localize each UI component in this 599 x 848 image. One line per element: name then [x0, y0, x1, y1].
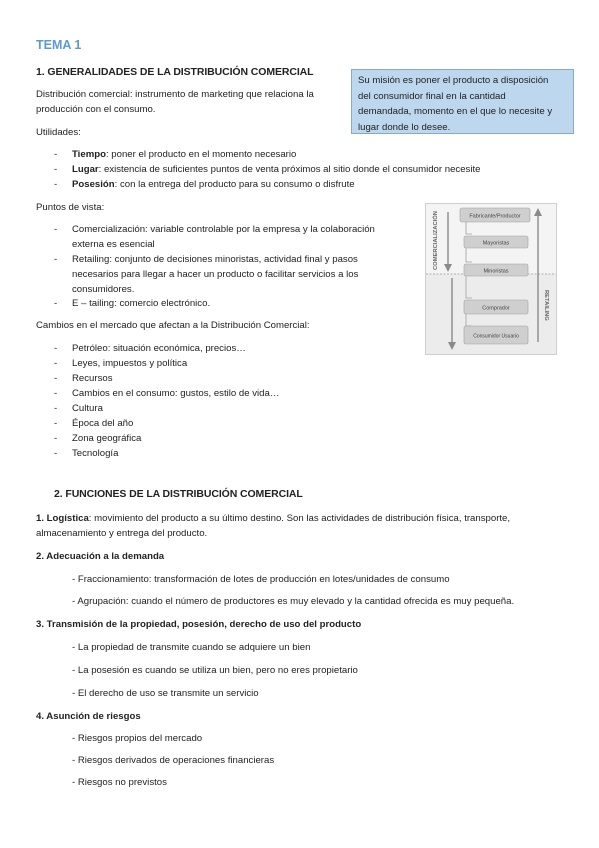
box-label: Mayoristas: [482, 240, 510, 247]
funcion-4-title: 4. Asunción de riesgos: [36, 711, 141, 722]
funcion-4-item: - Riesgos derivados de operaciones financieras: [72, 755, 275, 766]
box-label: Fabricante/Productor: [469, 213, 521, 220]
funcion-1-cont: almacenamiento y entrega del producto.: [36, 528, 208, 539]
box-comprador: [464, 300, 528, 314]
cambio-text: Recursos: [72, 373, 113, 384]
label-retailing: RETAILING: [543, 290, 549, 321]
distribution-channel-figure: [425, 203, 557, 355]
bullet-dash: -: [54, 358, 58, 369]
funcion-2-item: - Fraccionamiento: transformación de lotes de producción en lotes/unidades de consumo: [72, 574, 450, 585]
bullet-dash: -: [54, 433, 58, 444]
intro-line-1: Distribución comercial: instrumento de marketing que relaciona la: [36, 89, 314, 100]
utilidad-term: Posesión: [72, 179, 115, 190]
utilidades-label: Utilidades:: [36, 127, 81, 138]
punto-line: externa es esencial: [72, 239, 155, 250]
cambio-text: Época del año: [72, 418, 134, 429]
punto-line: consumidores.: [72, 284, 135, 295]
bullet-dash: -: [54, 179, 58, 190]
bullet-dash: -: [54, 164, 58, 175]
funcion-title: 1. Logística: [36, 513, 89, 524]
punto-line: Comercialización: variable controlable por la empresa y la colaboración: [72, 224, 375, 235]
cambio-text: Petróleo: situación económica, precios…: [72, 343, 246, 354]
callout-line: Su misión es poner el producto a disposición: [358, 75, 549, 86]
box-label: Minoristas: [483, 268, 509, 275]
funcion-3-item: - La propiedad de transmite cuando se adquiere un bien: [72, 642, 311, 653]
intro-line-2: producción con el consumo.: [36, 104, 156, 115]
utilidad-term: Tiempo: [72, 149, 106, 160]
section-2-heading: 2. FUNCIONES DE LA DISTRIBUCIÓN COMERCIAL: [54, 488, 303, 500]
callout-line: del consumidor final en la cantidad: [358, 90, 506, 102]
label-comercializacion: COMERCIALIZACIÓN: [433, 211, 439, 270]
bullet-dash: -: [54, 254, 58, 265]
utilidad-term: Lugar: [72, 164, 99, 175]
punto-line: Retailing: conjunto de decisiones minoristas, actividad final y pasos: [72, 254, 358, 265]
utilidad-text: : con la entrega del producto para su consumo o disfrute: [114, 179, 355, 190]
cambios-label: Cambios en el mercado que afectan a la Distribución Comercial:: [36, 320, 310, 331]
section-1-heading: 1. GENERALIDADES DE LA DISTRIBUCIÓN COMERCIAL: [36, 66, 314, 78]
box-mayoristas: [464, 236, 528, 248]
cambio-text: Cambios en el consumo: gustos, estilo de vida…: [72, 388, 280, 399]
punto-line: E – tailing: comercio electrónico.: [72, 298, 211, 309]
box-label: Consumidor Usuario: [473, 333, 519, 340]
box-label: Comprador: [482, 305, 510, 312]
funcion-3-item: - El derecho de uso se transmite un servicio: [72, 688, 259, 699]
bullet-dash: -: [54, 373, 58, 384]
puntos-label: Puntos de vista:: [36, 202, 105, 213]
box-fabricante: [460, 208, 530, 222]
cambio-text: Tecnología: [72, 448, 119, 459]
funcion-2-title: 2. Adecuación a la demanda: [36, 551, 165, 562]
cambio-text: Leyes, impuestos y política: [72, 358, 188, 369]
bullet-dash: -: [54, 149, 58, 160]
bullet-dash: -: [54, 343, 58, 354]
box-minoristas: [464, 264, 528, 276]
funcion-4-item: - Riesgos no previstos: [72, 777, 167, 788]
channel-diagram: [426, 204, 556, 354]
bullet-dash: -: [54, 403, 58, 414]
funcion-3-item: - La posesión es cuando se utiliza un bien, pero no eres propietario: [72, 665, 358, 676]
cambio-text: Cultura: [72, 403, 103, 414]
bullet-dash: -: [54, 418, 58, 429]
utilidad-text: : existencia de suficientes puntos de venta próximos al sitio donde el consumidor necesite: [98, 164, 481, 175]
bullet-dash: -: [54, 224, 58, 235]
box-consumidor: [464, 326, 528, 344]
punto-line: necesarios para llegar a hacer un producto o facilitar servicios a los: [72, 269, 359, 280]
callout-line: demandada, momento en el que lo necesite y: [358, 106, 553, 117]
funcion-4-item: - Riesgos propios del mercado: [72, 733, 203, 744]
funcion-3-title: 3. Transmisión de la propiedad, posesión, derecho de uso del producto: [36, 619, 362, 630]
document-title: TEMA 1: [36, 38, 82, 52]
funcion-2-item: - Agrupación: cuando el número de productores es muy elevado y la cantidad ofrecida es muy pequeña.: [72, 596, 515, 607]
funcion-1: [36, 511, 510, 526]
callout-line: lugar donde lo desee.: [358, 121, 451, 133]
bullet-dash: -: [54, 388, 58, 399]
bullet-dash: -: [54, 298, 58, 309]
bullet-dash: -: [54, 448, 58, 459]
utilidad-text: : poner el producto en el momento necesario: [105, 149, 297, 160]
mission-callout: [351, 69, 574, 134]
funcion-text: : movimiento del producto a su último destino. Son las actividades de distribución física, transporte,: [88, 513, 511, 524]
cambio-text: Zona geográfica: [72, 433, 142, 444]
